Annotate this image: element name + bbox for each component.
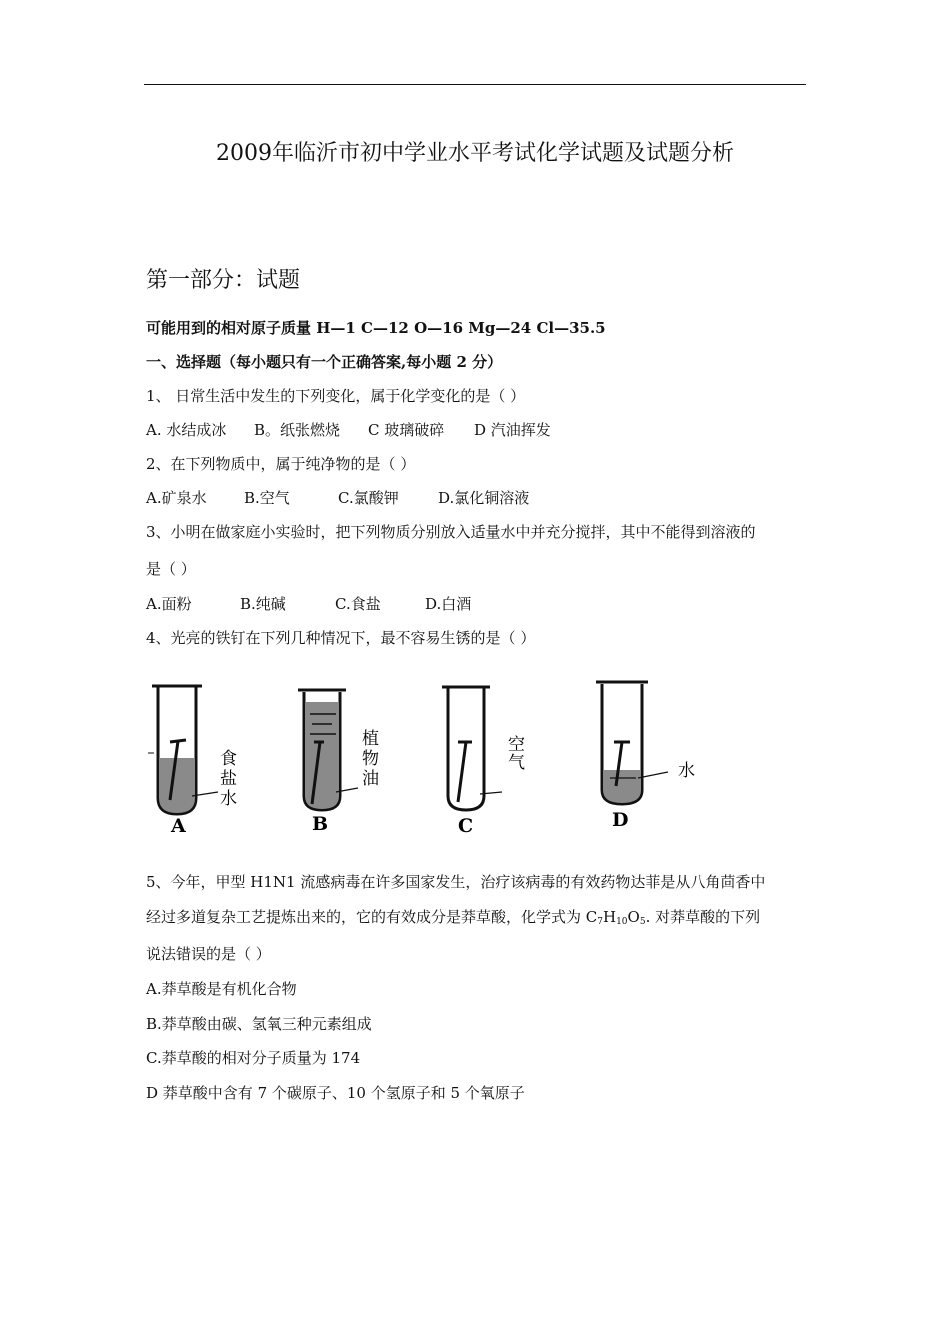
q5-line2 [146, 906, 760, 927]
tube-a-label-2: 盐 [220, 769, 237, 789]
header-rule [144, 84, 806, 85]
tube-d-letter: D [612, 809, 629, 831]
q1-option-c: C 玻璃破碎 [368, 421, 445, 439]
q3-option-d: D.白酒 [425, 595, 472, 613]
tube-c-label-1: 空 [508, 735, 525, 755]
q1-stem: 1、 日常生活中发生的下列变化，属于化学变化的是（ ） [146, 387, 526, 405]
q2-option-d: D.氯化铜溶液 [438, 489, 530, 507]
section-heading: 第一部分：试题 [146, 268, 301, 293]
q2-option-b: B.空气 [244, 489, 290, 507]
q3-stem-line1: 3、小明在做家庭小实验时，把下列物质分别放入适量水中并充分搅拌，其中不能得到溶液的 [146, 523, 756, 541]
tube-b [298, 690, 379, 835]
tube-d-label-1: 水 [678, 761, 695, 781]
test-tube-figure [140, 672, 720, 847]
tube-d [596, 682, 695, 831]
q5-option-b: B.莽草酸由碳、氢氧三种元素组成 [146, 1015, 372, 1033]
q4-stem: 4、光亮的铁钉在下列几种情况下，最不容易生锈的是（ ） [146, 629, 536, 647]
q3-stem-line2: 是（ ） [146, 560, 196, 578]
q5-option-d: D 莽草酸中含有 7 个碳原子、10 个氢原子和 5 个氧原子 [146, 1084, 525, 1102]
document-title: 2009年临沂市初中学业水平考试化学试题及试题分析 [216, 141, 734, 166]
atomic-masses: 可能用到的相对原子质量 H—1 C—12 O—16 Mg—24 Cl—35.5 [146, 319, 606, 337]
tube-a-letter: A [171, 815, 186, 837]
q5-symbol-o: O [627, 908, 640, 926]
tube-a-label-3: 水 [220, 789, 237, 809]
q5-line2-pre: 经过多道复杂工艺提炼出来的，它的有效成分是莽草酸，化学式为 C [146, 908, 598, 926]
q2-stem: 2、在下列物质中，属于纯净物的是（ ） [146, 455, 416, 473]
q5-line3: 说法错误的是（ ） [146, 945, 271, 963]
q3-options [146, 593, 471, 614]
tube-b-label-1: 植 [362, 729, 379, 749]
q5-line1: 5、今年，甲型 H1N1 流感病毒在许多国家发生，治疗该病毒的有效药物达菲是从八角茴香中 [146, 873, 766, 891]
q5-option-a: A.莽草酸是有机化合物 [146, 980, 297, 998]
q5-line2-post: . 对莽草酸的下列 [645, 908, 761, 926]
q1-option-a: A. 水结成冰 [146, 421, 227, 439]
tube-a-label-1: 食 [220, 749, 237, 769]
q5-sub-carbon: 7 [597, 917, 603, 927]
q3-option-c: C.食盐 [335, 595, 381, 613]
q5-option-c: C.莽草酸的相对分子质量为 174 [146, 1049, 361, 1067]
tube-b-label-3: 油 [362, 769, 379, 789]
tube-b-label-2: 物 [362, 749, 379, 769]
q2-options [146, 487, 529, 508]
tube-c-label-2: 气 [508, 753, 525, 773]
q1-options [146, 419, 551, 440]
q5-sub-hydrogen: 10 [616, 917, 628, 927]
q2-option-c: C.氯酸钾 [338, 489, 399, 507]
tube-c [442, 687, 525, 837]
tube-c-letter: C [458, 815, 474, 837]
q2-option-a: A.矿泉水 [146, 489, 207, 507]
tube-a [148, 686, 237, 837]
tube-b-letter: B [312, 813, 329, 835]
q3-option-b: B.纯碱 [240, 595, 286, 613]
q3-option-a: A.面粉 [146, 595, 192, 613]
q5-symbol-h: H [602, 908, 617, 926]
q1-option-b: B。纸张燃烧 [254, 421, 341, 439]
q1-option-d: D 汽油挥发 [474, 421, 551, 439]
q5-sub-oxygen: 5 [639, 917, 646, 927]
part1-header: 一、选择题（每小题只有一个正确答案,每小题 2 分） [146, 353, 503, 371]
